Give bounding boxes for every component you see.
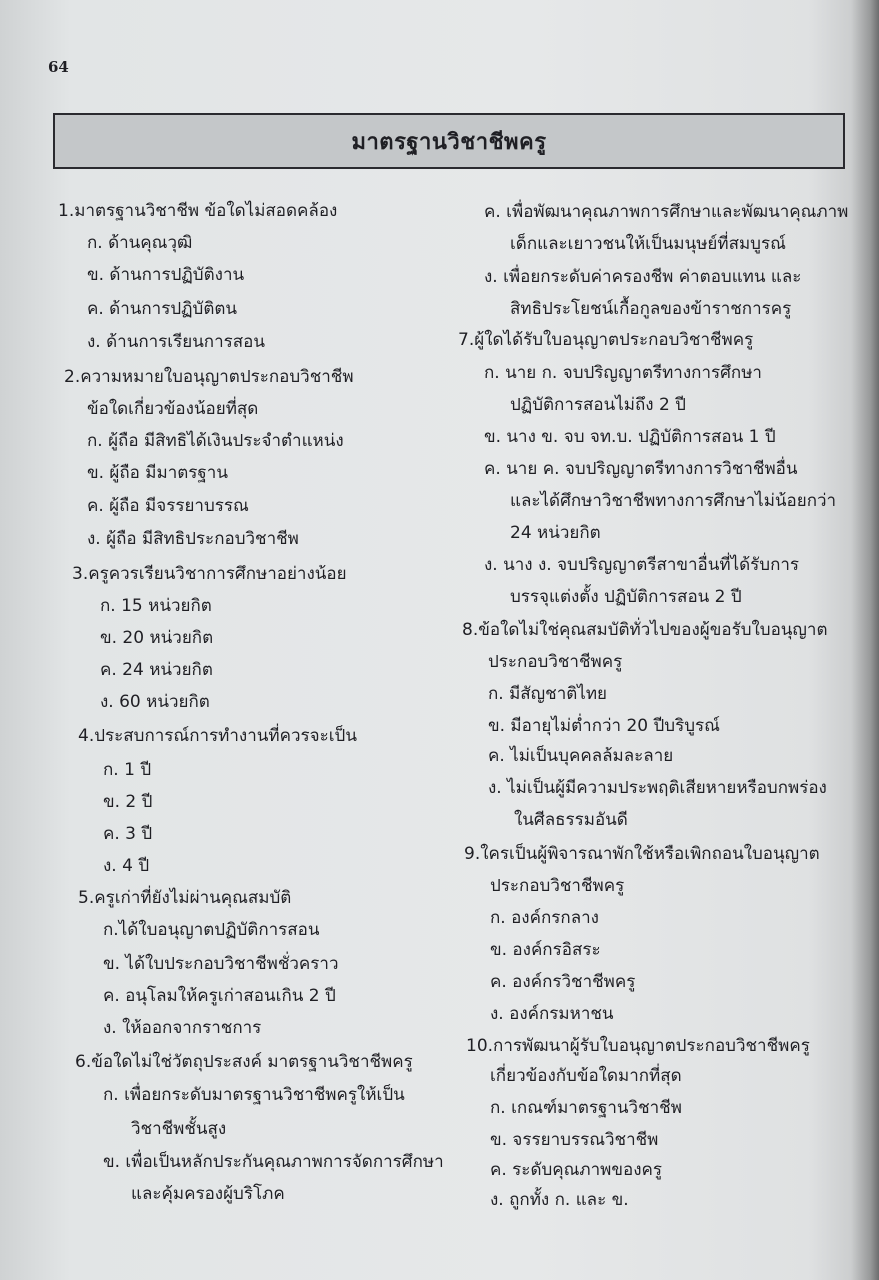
question-10-option: ข. จรรยาบรรณวิชาชีพ xyxy=(490,1130,659,1150)
question-7-option: ค. นาย ค. จบปริญญาตรีทางการวิชาชีพอื่น xyxy=(484,459,798,479)
question-5-option: ก.ได้ใบอนุญาตปฏิบัติการสอน xyxy=(103,920,320,940)
question-text: ข้อใดเกี่ยวข้องน้อยที่สุด xyxy=(87,399,259,419)
page-title: มาตรฐานวิชาชีพครู xyxy=(351,129,547,155)
question-7-option: ก. นาย ก. จบปริญญาตรีทางการศึกษา xyxy=(484,363,762,383)
question-text: ครูควรเรียนวิชาการศึกษาอย่างน้อย xyxy=(88,564,347,584)
question-3-option: ง. 60 หน่วยกิต xyxy=(100,692,210,712)
question-2-option: ง. ผู้ถือ มีสิทธิประกอบวิชาชีพ xyxy=(87,529,299,549)
question-3-option: ก. 15 หน่วยกิต xyxy=(100,596,212,616)
question-3-option: ข. 20 หน่วยกิต xyxy=(100,628,214,648)
question-number: 1. xyxy=(58,201,75,221)
title-banner xyxy=(53,113,845,169)
question-number: 6. xyxy=(75,1052,92,1072)
question-4-option: ง. 4 ปี xyxy=(103,856,150,876)
question-10-stem xyxy=(490,1064,682,1088)
question-8-option: ง. ไม่เป็นผู้มีความประพฤติเสียหายหรือบกพร่อง xyxy=(488,778,827,798)
question-text: ครูเก่าที่ยังไม่ผ่านคุณสมบัติ xyxy=(94,888,292,908)
page-binding-shadow xyxy=(851,0,879,1280)
question-3-stem xyxy=(72,562,347,586)
question-10-option: ค. ระดับคุณภาพของครู xyxy=(490,1160,663,1180)
question-number: 7. xyxy=(458,330,475,350)
question-1-stem xyxy=(58,199,337,223)
question-1-option: ง. ด้านการเรียนการสอน xyxy=(87,332,265,352)
question-7-option: ง. นาง ง. จบปริญญาตรีสาขาอื่นที่ได้รับการ xyxy=(484,555,800,575)
question-6-option: วิชาชีพชั้นสูง xyxy=(131,1119,227,1139)
question-4-stem xyxy=(78,724,357,748)
question-7-option: 24 หน่วยกิต xyxy=(510,523,601,543)
question-10-stem xyxy=(466,1034,810,1058)
question-number: 5. xyxy=(78,888,95,908)
question-4-option: ก. 1 ปี xyxy=(103,760,152,780)
question-text: ประกอบวิชาชีพครู xyxy=(488,652,623,672)
question-8-option: ค. ไม่เป็นบุคคลล้มละลาย xyxy=(488,746,674,766)
question-2-option: ข. ผู้ถือ มีมาตรฐาน xyxy=(87,463,228,483)
question-7-option: บรรจุแต่งตั้ง ปฏิบัติการสอน 2 ปี xyxy=(510,587,742,607)
question-1-option: ก. ด้านคุณวุฒิ xyxy=(87,233,193,253)
question-2-stem xyxy=(87,397,258,421)
question-8-option: ก. มีสัญชาติไทย xyxy=(488,684,608,704)
question-1-option: ข. ด้านการปฏิบัติงาน xyxy=(87,265,245,285)
question-10-option: ง. ถูกทั้ง ก. และ ข. xyxy=(490,1190,629,1210)
question-text: มาตรฐานวิชาชีพ ข้อใดไม่สอดคล้อง xyxy=(74,201,338,221)
page-number: 64 xyxy=(48,58,69,76)
question-text: ผู้ใดได้รับใบอนุญาตประกอบวิชาชีพครู xyxy=(474,330,754,350)
question-2-stem xyxy=(64,365,354,389)
question-5-option: ข. ได้ใบประกอบวิชาชีพชั่วคราว xyxy=(103,954,339,974)
question-7-stem xyxy=(458,328,753,352)
question-6-option: ง. เพื่อยกระดับค่าครองชีพ ค่าตอบแทน และ xyxy=(484,267,802,287)
question-4-option: ข. 2 ปี xyxy=(103,792,153,812)
question-9-option: ค. องค์กรวิชาชีพครู xyxy=(490,972,636,992)
question-1-option: ค. ด้านการปฏิบัติตน xyxy=(87,299,238,319)
question-text: ประกอบวิชาชีพครู xyxy=(490,876,625,896)
question-5-option: ง. ให้ออกจากราชการ xyxy=(103,1018,262,1038)
question-6-stem xyxy=(75,1050,413,1074)
question-7-option: ข. นาง ข. จบ จท.บ. ปฏิบัติการสอน 1 ปี xyxy=(484,427,776,447)
question-7-option: ปฏิบัติการสอนไม่ถึง 2 ปี xyxy=(510,395,686,415)
question-text: ข้อใดไม่ใช่วัตถุประสงค์ มาตรฐานวิชาชีพครู xyxy=(91,1052,413,1072)
question-4-option: ค. 3 ปี xyxy=(103,824,153,844)
question-text: ประสบการณ์การทำงานที่ควรจะเป็น xyxy=(94,726,357,746)
question-text: ใครเป็นผู้พิจารณาพักใช้หรือเพิกถอนใบอนุญาต xyxy=(480,844,820,864)
question-number: 4. xyxy=(78,726,95,746)
question-8-option: ข. มีอายุไม่ต่ำกว่า 20 ปีบริบูรณ์ xyxy=(488,716,720,736)
question-number: 3. xyxy=(72,564,89,584)
question-text: เกี่ยวข้องกับข้อใดมากที่สุด xyxy=(490,1066,682,1086)
question-7-option: และได้ศึกษาวิชาชีพทางการศึกษาไม่น้อยกว่า xyxy=(510,491,837,511)
question-6-option: สิทธิประโยชน์เกื้อกูลของข้าราชการครู xyxy=(510,299,792,319)
question-3-option: ค. 24 หน่วยกิต xyxy=(100,660,213,680)
question-6-option: ค. เพื่อพัฒนาคุณภาพการศึกษาและพัฒนาคุณภาพ xyxy=(484,202,849,222)
question-8-stem xyxy=(488,650,622,674)
question-number: 8. xyxy=(462,620,479,640)
question-8-stem xyxy=(462,618,828,642)
question-6-option: ก. เพื่อยกระดับมาตรฐานวิชาชีพครูให้เป็น xyxy=(103,1085,405,1105)
question-9-option: ง. องค์กรมหาชน xyxy=(490,1004,614,1024)
question-10-option: ก. เกณฑ์มาตรฐานวิชาชีพ xyxy=(490,1098,682,1118)
question-9-option: ก. องค์กรกลาง xyxy=(490,908,599,928)
question-text: ข้อใดไม่ใช่คุณสมบัติทั่วไปของผู้ขอรับใบอนุญาต xyxy=(478,620,828,640)
question-9-stem xyxy=(490,874,624,898)
question-9-option: ข. องค์กรอิสระ xyxy=(490,940,601,960)
question-text: การพัฒนาผู้รับใบอนุญาตประกอบวิชาชีพครู xyxy=(493,1036,810,1056)
question-number: 10. xyxy=(466,1036,494,1056)
question-6-option: ข. เพื่อเป็นหลักประกันคุณภาพการจัดการศึกษา xyxy=(103,1152,444,1172)
question-5-option: ค. อนุโลมให้ครูเก่าสอนเกิน 2 ปี xyxy=(103,986,336,1006)
question-text: ความหมายใบอนุญาตประกอบวิชาชีพ xyxy=(80,367,354,387)
question-6-option: เด็กและเยาวชนให้เป็นมนุษย์ที่สมบูรณ์ xyxy=(510,234,786,254)
question-2-option: ค. ผู้ถือ มีจรรยาบรรณ xyxy=(87,496,249,516)
question-6-option: และคุ้มครองผู้บริโภค xyxy=(131,1184,285,1204)
question-5-stem xyxy=(78,886,291,910)
question-9-stem xyxy=(464,842,820,866)
question-number: 2. xyxy=(64,367,81,387)
question-number: 9. xyxy=(464,844,481,864)
question-2-option: ก. ผู้ถือ มีสิทธิได้เงินประจำตำแหน่ง xyxy=(87,431,344,451)
question-8-option: ในศีลธรรมอันดี xyxy=(514,810,628,830)
